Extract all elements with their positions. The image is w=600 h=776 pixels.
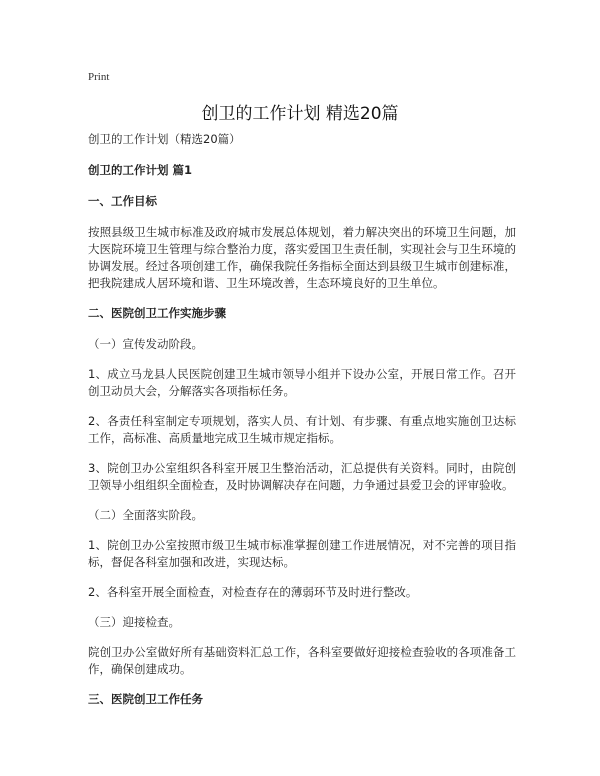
phase2-item-2: 2、各科室开展全面检查，对检查存在的薄弱环节及时进行整改。: [88, 585, 418, 599]
page-title: 创卫的工作计划 精选20篇: [201, 104, 399, 124]
steps-heading: 二、医院创卫工作实施步骤: [88, 306, 226, 320]
phase2-item-1: 1、院创卫办公室按照市级卫生城市标准掌握创建工作进展情况，对不完善的项目指标，督促各科室加强和改进，实现达标。: [88, 538, 516, 569]
document-body: [88, 131, 516, 722]
document-subtitle: 创卫的工作计划（精选20篇）: [88, 132, 241, 146]
goal-paragraph: 按照县级卫生城市标准及政府城市发展总体规划，着力解决突出的环境卫生问题，加大医院环境卫生管理与综合整治力度，落实爱国卫生责任制，实现社会与卫生环境的协调发展。经过各项创建工作，确保我院任务指标全面达到县级卫生城市创建标准，把我院建成人居环境和谐、卫生环境改善，生态环境良好的卫生单位。: [88, 225, 516, 290]
phase3-heading: （三）迎接检查。: [88, 615, 180, 629]
tasks-heading: 三、医院创卫工作任务: [88, 692, 203, 706]
phase1-item-3: 3、院创卫办公室组织各科室开展卫生整治活动，汇总提供有关资料。同时，由院创卫领导小组组织全面检查，及时协调解决存在问题，力争通过县爱卫会的评审验收。: [88, 461, 516, 492]
goal-heading: 一、工作目标: [88, 194, 157, 208]
phase1-item-1: 1、成立马龙县人民医院创建卫生城市领导小组并下设办公室，开展日常工作。召开创卫动员大会，分解落实各项指标任务。: [88, 367, 516, 398]
phase1-item-2: 2、各责任科室制定专项规划，落实人员、有计划、有步骤、有重点地实施创卫达标工作，高标准、高质量地完成卫生城市规定指标。: [88, 414, 516, 445]
phase2-heading: （二）全面落实阶段。: [88, 508, 203, 522]
section-title: 创卫的工作计划 篇1: [88, 163, 193, 177]
phase1-heading: （一）宣传发动阶段。: [88, 337, 203, 351]
print-link[interactable]: Print: [88, 71, 110, 83]
phase3-paragraph: 院创卫办公室做好所有基础资料汇总工作，各科室要做好迎接检查验收的各项准备工作，确保创建成功。: [88, 645, 516, 676]
